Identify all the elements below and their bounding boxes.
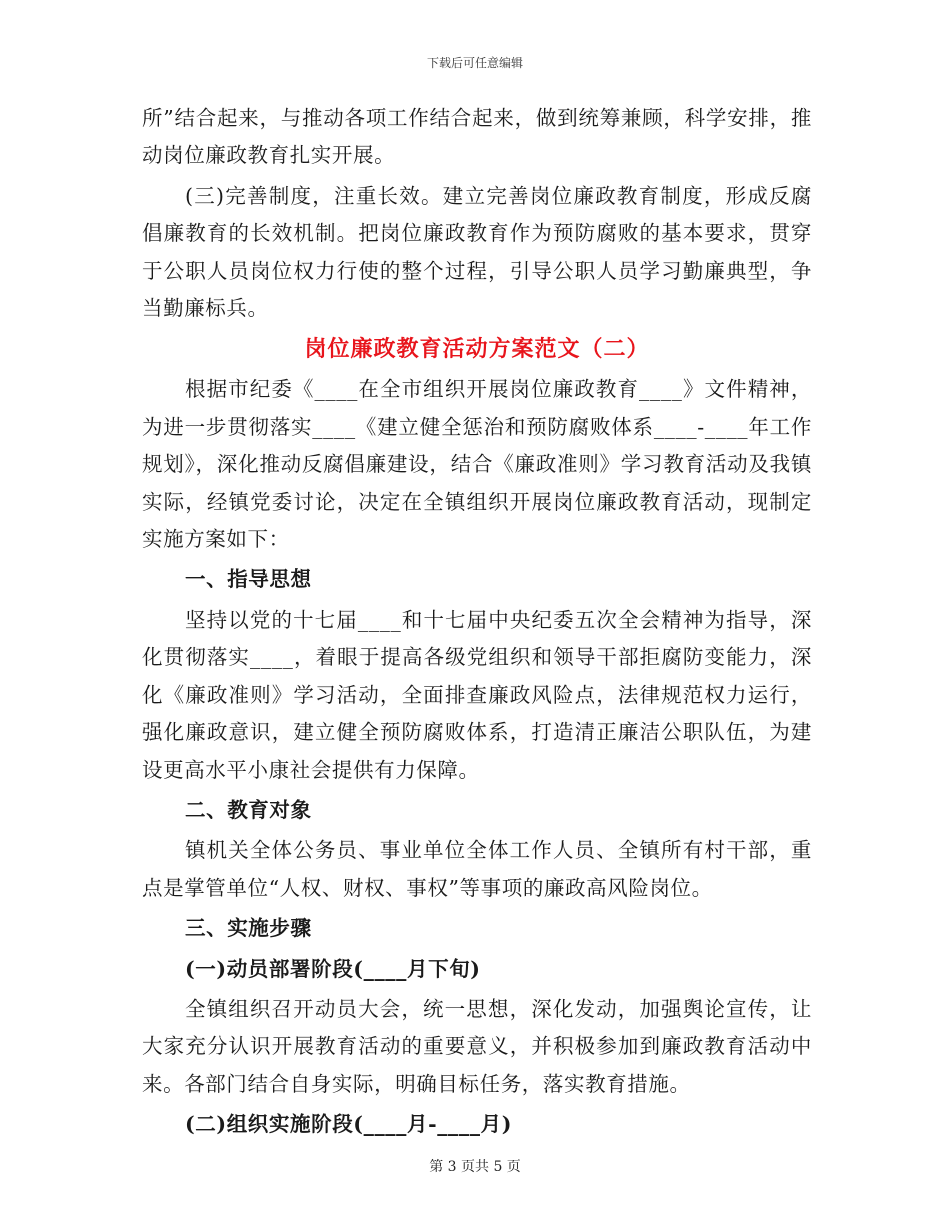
heading-mobilization-stage: (一)动员部署阶段(____月下旬): [185, 956, 481, 981]
paragraph-6: 全镇组织召开动员大会，统一思想，深化发动，加强舆论宣传，让大家充分认识开展教育活动的重要意义，并积极参加到廉政教育活动中来。各部门结合自身实际，明确目标任务，落实教育措施。: [142, 996, 812, 1096]
paragraph-5: 镇机关全体公务员、事业单位全体工作人员、全镇所有村干部，重点是掌管单位“人权、财权、事权”等事项的廉政高风险岗位。: [142, 838, 812, 900]
heading-guiding-thought: 一、指导思想: [185, 567, 312, 592]
heading-education-target: 二、教育对象: [185, 797, 312, 822]
paragraph-1: 所”结合起来，与推动各项工作结合起来，做到统筹兼顾，科学安排，推动岗位廉政教育扎实开展。: [142, 106, 812, 168]
paragraph-3: 根据市纪委《____在全市组织开展岗位廉政教育____》文件精神，为进一步贯彻落实____《建立健全惩治和预防腐败体系____-____年工作规划》，深化推动反腐倡廉建设，结合《廉政准则》学习教育活动及我镇实际，经镇党委讨论，决定在全镇组织开展岗位廉政教育活动，现制定实施方案如下：: [142, 377, 812, 552]
paragraph-4: 坚持以党的十七届____和十七届中央纪委五次全会精神为指导，深化贯彻落实____，着眼于提高各级党组织和领导干部拒腐防变能力，深化《廉政准则》学习活动，全面排查廉政风险点，法律规范权力运行，强化廉政意识，建立健全预防腐败体系，打造清正廉洁公职队伍，为建设更高水平小康社会提供有力保障。: [142, 607, 812, 782]
page-footer: 第 3 页共 5 页: [429, 1159, 521, 1175]
document-body: [142, 100, 812, 1144]
header-note: 下载后可任意编辑: [426, 56, 523, 70]
heading-organization-stage: (二)组织实施阶段(____月-____月): [185, 1112, 513, 1137]
section-title: 岗位廉政教育活动方案范文（二）: [304, 336, 650, 363]
paragraph-2: (三)完善制度，注重长效。建立完善岗位廉政教育制度，形成反腐倡廉教育的长效机制。把岗位廉政教育作为预防腐败的基本要求，贯穿于公职人员岗位权力行使的整个过程，引导公职人员学习勤廉典型，争当勤廉标兵。: [142, 183, 812, 321]
heading-implementation-steps: 三、实施步骤: [185, 916, 312, 941]
